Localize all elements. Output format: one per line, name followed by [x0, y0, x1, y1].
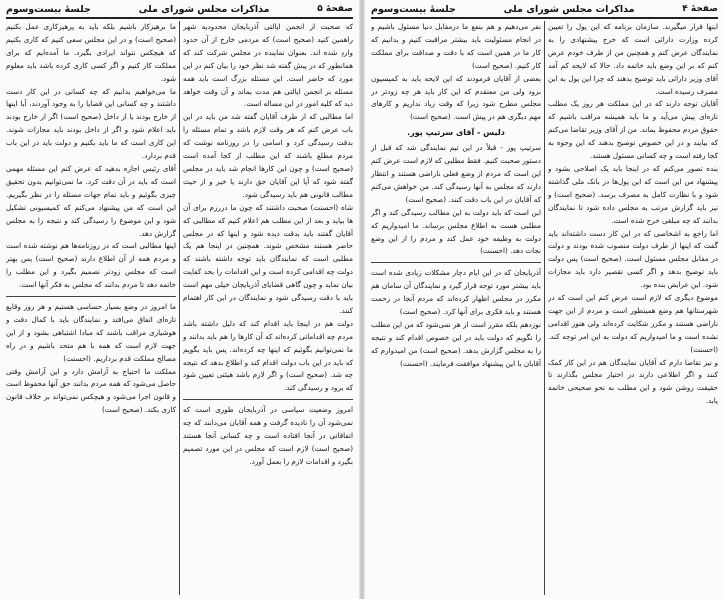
paragraph: ما امروز در وضع بسیار حساسی هستیم و هر روز وقایع تازه‌ای اتفاق می‌افتد و نمایندگان باید با کمال دقت و هوشیاری مراقب باشند که مبادا اشتباهی بشود و از این جهت لازم است که همه با هم متحد باشیم و در راه مصالح مملکت قدم برداریم. (احسنت): [6, 302, 176, 363]
page-header: [371, 2, 718, 16]
text-column-right: [548, 21, 718, 595]
paragraph: بعضی از آقایان فرمودند که این لایحه باید به کمیسیون برود ولی من معتقدم که این کار باید هر چه زودتر در مجلس مطرح شود زیرا که وقت زیاد نداریم و کارهای مهم دیگری هم در پیش است. (صحیح است): [371, 73, 541, 122]
section-divider: [183, 399, 353, 400]
column-divider: [179, 21, 180, 595]
header-rule: [371, 17, 718, 19]
text-column-left: [6, 21, 176, 595]
paragraph: آذربایجان که در این ایام دچار مشکلات زیادی شده است باید بیشتر مورد توجه قرار گیرد و نمایندگان آن سامان هم مکرر در مجلس اظهار کرده‌اند که مردم آنجا در زحمت هستند و باید فکری برای آنها کرد. (صحیح است): [371, 268, 541, 317]
header-rule: [6, 17, 353, 19]
header-title: مذاکرات مجلس شورای ملی: [138, 3, 270, 15]
column-divider: [544, 21, 545, 595]
paragraph: آقای رئیس اجازه بدهید که عرض کنم این مسئله مهمی است که باید در آن دقت کرد. ما نمی‌توانیم بدون تحقیق چیزی بگوئیم و باید تمام جهات مسئله را در نظر بگیریم. این است که من پیشنهاد می‌کنم که کمیسیونی تشکیل شود و این موضوع را رسیدگی کند و نتیجه را به مجلس گزارش دهد.: [6, 163, 176, 238]
paragraph: ما برهیزکار باشیم بلکه باید به پرهیزکاری عمل بکنیم (صحیح است) و در این مجلس سعی کنیم که کاری بکنیم که هیچکس نتواند ایرادی بگیرد. ما آمده‌ایم که برای مملکت کار کنیم و اگر کسی کاری کرده باشد باید معلوم شود.: [6, 22, 176, 83]
paragraph: ما می‌خواهیم بدانیم که چه کسانی در این کار دست داشتند و چه کسانی این قضایا را به وجود آوردند، آیا اینها از خارج بودند یا از داخل (صحیح است) اگر از خارج بودند باید اعلام شود و اگر از داخل بودند باید مجازات شوند. این کاری است که ما باید بکنیم و دولت باید در این باب قدم بردارد.: [6, 86, 176, 161]
page-left: [0, 0, 359, 599]
paragraph: نوزدهم بلکه مقرر است از هر نمی‌شود که من این مطلب را نگویم که دولت باید در این خصوص اقدام کند و نتیجه را به مجلس گزارش بدهد. (صحیح است) من امیدوارم که آقایان با این پیشنهاد موافقت فرمایند. (احسنت): [371, 319, 541, 368]
section-divider: [371, 262, 541, 263]
paragraph: که صحبت از انجمن ایالتی آذربایجان محدودیه شهر راهمین کنید (صحیح است) که مردمی خارج از آن حدود واردِ شده اند. بعنوان نماینده در مجلس شرکت کند که همانطور که در پیش گفته شد نظر خود را بیان کنم در این مورد که حاضر است. این مسئله بزرگ است باید همه مسئله بر انجمن ایالتی هم مدت بماند و آن وقت خواهد دید که کلیه امور در این مساله است.: [183, 22, 353, 109]
section-divider: [6, 296, 176, 297]
header-session: جلسهٔ بیست‌وسوم: [371, 3, 456, 15]
page-number: صفحهٔ ۵: [317, 4, 353, 14]
page-number: صفحهٔ ۴: [682, 4, 718, 14]
paragraph: بنده تصور می‌کنم که در اینجا باید یک اصلاحی بشود و پیشنهاد من این است که این پول‌ها در بانک ملی گذاشته شود و با نظارت کامل به مصرف برسد. (صحیح است) و نیز باید گزارش مرتب به مجلس داده شود تا نمایندگان بدانند که چه مبلغی خرج شده است.: [548, 163, 718, 225]
paragraph: شاه (احسنت) صحبت داشتند که چون ما دررزم برای آن ها بیاید و بعد از این مطلب هم اعلام کنیم که مطالبی که آقایان گفتند باید بدقت دیده شود و اینها که در مجلس حاضر هستند مشخص شوند. همچنین در اینجا هم یک مطلبی است که نمایندگان باید توجه داشته باشند که دولت چه اقدامی کرده است و این اقدامات را بحد کفایت بیان نماید و چون گاهی قضایای آذربایجان خیلی مهم است باید با دقت رسیدگی شود و نمایندگان در این کار اهتمام کنند.: [183, 202, 353, 315]
paragraph: مملکت ما احتیاج به آرامش دارد و این آرامش وقتی حاصل می‌شود که همه مردم بدانند حق آنها محفوظ است و قانون اجرا می‌شود و هیچکس نمی‌تواند بر خلاف قانون کاری بکند. (صحیح است): [6, 366, 176, 415]
paragraph: امروز وضعیت سیاسی در آذربایجان طوری است که نمی‌شود آن را نادیده گرفت و همه آقایان می‌دانند که چه اتفاقاتی در آنجا افتاده است و چه کسانی آنجا هستند (صحیح است) لازم است که مجلس در این مورد تصمیم بگیرد و اقدامات لازم را بعمل آورد.: [183, 405, 353, 466]
text-column-left: [371, 21, 541, 595]
paragraph: سرتیپ پور - قبلاً در این تیم نمایندگی شد که قبل از دستور صحبت کنیم. فقط مطلبی که لازم است عرض کنم این است که مردم از وضع فعلی ناراضی هستند و انتظار دارند که مجلس به آنها رسیدگی کند. من خواهش می‌کنم که آقایان در این باب دقت کنند. (صحیح است): [371, 143, 541, 204]
page-header: [6, 2, 353, 16]
paragraph: نفر می‌دهیم و هم بنفع ما درمقابل دنیا مسئول باشیم و در انجام مسئولیت باید بیشتر مراقبت کنیم و بدانیم که کار ما در همین است که با دقت و صداقت برای مملکت کار کنیم. (صحیح است): [371, 22, 541, 70]
page-right: [365, 0, 724, 599]
paragraph: اینها قرار میگیرند. سازمان برنامه که این پول را تعیین کرده وزارت دارائی است که خرج پیشنهادی را به نمایندگان عرض کنم و همچنین من از طرف خودم عرض کنم که بر این وضع باید خاتمه داد. حالا که لایحه کم آمد آقای وزیر دارائی باید توضیح بدهند که چرا این پول به این مصرف رسیده است.: [548, 22, 718, 96]
paragraph: اینها مطالبی است که در روزنامه‌ها هم نوشته شده است و مردم همه از آن اطلاع دارند (صحیح است) پس بهتر است که مجلس زودتر تصمیم بگیرد و این مطلب را خاتمه دهد تا مردم بدانند که مجلس به فکر آنها است.: [6, 241, 176, 290]
paragraph: دولت هم در اینجا باید اقدام کند که دلیل داشته باشد مردم چه اقداماتی کرده‌اند که آن کارها را هم باید بدانند و ما نمی‌توانیم بگوئیم که اینها چه کرده‌اند. پس باید بگویم که باید در این باب دولت اقدام کند و اطلاع بدهد که نتیجه چه شد. (صحیح است) و اگر لازم باشد هیئتی تعیین شود که برود و رسیدگی کند.: [183, 318, 353, 393]
header-session: جلسهٔ بیست‌وسوم: [6, 3, 91, 15]
text-column-right: [183, 21, 353, 595]
paragraph: اما راجع به اشخاصی که در این کار دست داشته‌اند باید گفت که اینها از طرف دولت منصوب شده بودند و دولت در مقابل مجلس مسئول است. (صحیح است) پس دولت باید توضیح بدهد و اگر کسی تقصیر دارد باید مجازات شود. این عرایض بنده بود.: [548, 228, 718, 290]
paragraph: آقایان توجه دارند که در این مملکت هر روز یک مطلب تازه‌ای پیش می‌آید و ما باید همیشه مراقب باشیم که حقوق مردم محفوظ بماند. من از آقای وزیر تقاضا می‌کنم که بیایند و در این خصوص توضیح بدهند که این وجوه به کجا رفته است و چه کسانی مسئول هستند.: [548, 99, 718, 161]
speaker-heading: دلیس - آقای سرتیپ پور.: [407, 128, 505, 138]
paragraph: و نیز تقاضا دارم که آقایان نمایندگان هم در این کار کمک کنند و اگر اطلاعی دارند در اختیار مجلس بگذارند تا حقیقت روشن شود و این مطلب به نحو صحیحی خاتمه یابد.: [548, 357, 718, 406]
paragraph: این است که باید دولت به این مطالب رسیدگی کند و اگر مطلبی هست به اطلاع مجلس برساند. ما امیدواریم که دولت به وظیفه خود عمل کند و مردم را از این وضع نجات دهد. (احسنت): [371, 207, 541, 256]
paragraph: موضوع دیگری که لازم است عرض کنم این است که در شهرستانها هم وضع همینطور است و مردم از این جهت ناراضی هستند و مکرر شکایت کرده‌اند ولی هنوز اقدامی نشده است و ما امیدواریم که دولت به این امر توجه کند. (احسنت): [548, 293, 718, 354]
paragraph: اما مطالبی که از طرف آقایان گفته شد من باید در این باب عرض کنم که هر وقت لازم باشد و تمام مسئله را بدقت رسیدگی کرد و اسامی را در روزنامه نوشت که مردم مطلع باشند که این مطلب از کجا آمده است (صحیح است) و چون این کارها انجام شد باید در مجلس گفته شود که آیا این آقایان حق دارند یا خیر و از حیث مطالب قانونی هم باید رسیدگی شود.: [183, 112, 353, 199]
header-title: مذاکرات مجلس شورای ملی: [503, 3, 635, 15]
